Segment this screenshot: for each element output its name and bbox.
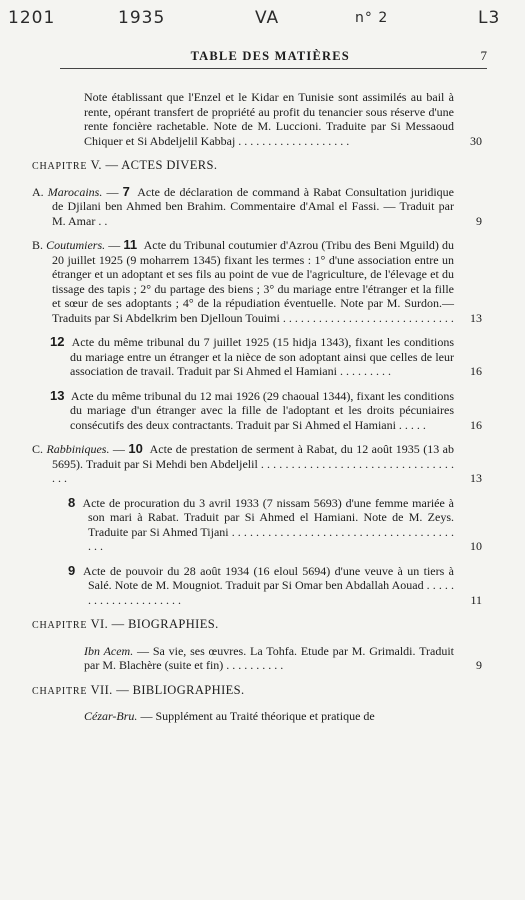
entry-number: 12 <box>50 334 65 349</box>
entry-text: Acte de prestation de serment à Rabat, du 12 août 1935 (13 ab 5695). Traduit par Si Mehdi ben Abdeljelil . . . . . . . . . . . . . . . . . . . . . . . . . . . . . . . . . . . <box>52 442 454 485</box>
entry-number: 10 <box>128 441 143 456</box>
entry-page: 13 <box>470 471 482 485</box>
chapter-title: VII. — BIBLIOGRAPHIES. <box>90 682 245 697</box>
entry-category: Cézar-Bru. <box>84 709 138 723</box>
entry-text: Acte du Tribunal coutumier d'Azrou (Tribu des Beni Mguild) du 20 juillet 1925 (9 moharrem 1345) fixant les termes : 1° d'une association entre un étranger et un adoptant et ses fils au point de vue de l'agriculture, de l'élevage et du tissage des tapis ; 2° du partage des biens ; 3° du mariage entre l'étranger et la fille et sœur de ses adoptants ; 4° de la répudiation éventuelle. Note par M. Surdon.— Traduits par Si Abdelkrim ben Djelloun Touimi . . . . . . . . . . . . . . . . . . . . . . . . . . . . . <box>52 238 455 325</box>
entry-text: Acte de pouvoir du 28 août 1934 (16 eloul 5694) d'une veuve à un tiers à Salé. Note de M. Mougniot. Traduit par Si Omar ben Abdallah Aouad . . . . . . . . . . . . . . . . . . . . . <box>82 563 454 607</box>
toc-entry-note[interactable] <box>84 90 502 148</box>
entry-category: Marocains. <box>47 184 103 199</box>
chapter-title: VI. — BIOGRAPHIES. <box>90 617 219 631</box>
entry-number: 8 <box>68 494 76 510</box>
entry-category: Rabbiniques. <box>46 442 110 456</box>
entry-page: 30 <box>470 133 482 148</box>
entry-page: 9 <box>476 658 482 672</box>
toc-body <box>32 90 502 734</box>
annotation-2: 1935 <box>118 8 166 28</box>
entry-number: 9 <box>68 562 76 578</box>
page-number: 7 <box>480 48 487 63</box>
chapter-heading <box>32 158 502 175</box>
toc-entry-rabbiniques-10[interactable]: C. Rabbiniques. — 10 Acte de prestation de serment à Rabat, du 12 août 1935 (13 ab 5695). Traduit par Si Mehdi ben Abdeljelil . . . . . . . . . . . . . . . . . . . . . . . . . . . . . . . . . . . 13 <box>32 441 482 485</box>
entry-page: 11 <box>470 592 482 607</box>
toc-entry-coutumiers-13[interactable] <box>50 389 502 433</box>
entry-text: — Sa vie, ses œuvres. La Tohfa. Etude par M. Grimaldi. Traduit par M. Blachère (suite et fin) . . . . . . . . . . <box>84 643 454 672</box>
annotation-5: L3 <box>478 8 501 28</box>
entry-number: 7 <box>122 183 130 199</box>
toc-entry-coutumiers-11[interactable]: B. Coutumiers. — 11 Acte du Tribunal coutumier d'Azrou (Tribu des Beni Mguild) du 20 juillet 1925 (9 moharrem 1345) fixant les termes : 1° d'une association entre un étranger et un adoptant et ses fils au point de vue de l'agriculture, de l'élevage et du tissage des tapis ; 2° du partage des biens ; 3° du mariage entre l'étranger et la fille et sœur de ses adoptants ; 4° de la répudiation éventuelle. Note par M. Surdon.— Traduits par Si Abdelkrim ben Djelloun Touimi . . . . . . . . . . . . . . . . . . . . . . . . . . . . . 13 <box>32 237 482 325</box>
section-letter: B. <box>32 238 44 252</box>
toc-entry-rabbiniques-9[interactable] <box>68 564 502 608</box>
chapter-label: CHAPITRE <box>32 620 88 631</box>
entry-page: 13 <box>470 310 482 325</box>
entry-page: 10 <box>470 539 482 553</box>
toc-entry-rabbiniques-8[interactable] <box>68 496 502 554</box>
entry-text: Acte du même tribunal du 12 mai 1926 (29 chaoual 1344), fixant les conditions du mariage d'un étranger avec la fille de l'adoptant et les droits pécuniaires consécutifs des deux contractants. Traduit par Si Ahmed el Hamiani . . . . . <box>70 388 454 432</box>
annotation-3: VA <box>255 8 280 28</box>
entry-page: 16 <box>470 364 482 378</box>
entry-text: Acte du même tribunal du 7 juillet 1925 (15 hidja 1343), fixant les conditions du mariage entre un étranger et la nièce de son adoptant ainsi que celles de leur association de travail. Traduit par Si Ahmed el Hamiani . . . . . . . . . <box>70 335 454 378</box>
entry-text: Acte de déclaration de command à Rabat Consultation juridique de Djilani ben Ahmed ben Brahim. Commentaire d'Amal el Fassi. — Traduit par M. Amar . . <box>52 184 455 228</box>
chapter-heading <box>32 683 502 700</box>
chapter-label: CHAPITRE <box>32 161 88 172</box>
toc-entry-ibn-acem[interactable] <box>84 644 502 673</box>
toc-entry-cezar-bru[interactable] <box>84 709 502 724</box>
chapter-title: V. — ACTES DIVERS. <box>90 158 218 172</box>
section-letter: A. <box>32 184 44 199</box>
chapter-heading <box>32 617 502 634</box>
entry-category: Ibn Acem. <box>84 643 134 658</box>
entry-number: 11 <box>123 237 138 252</box>
entry-text: — Supplément au Traité théorique et pratique de <box>140 709 375 723</box>
page-title: TABLE DES MATIÈRES <box>190 49 350 63</box>
entry-page: 9 <box>476 213 482 228</box>
page-header <box>60 48 487 69</box>
section-letter: C. <box>32 442 44 456</box>
entry-text: Acte de procuration du 3 avril 1933 (7 nissam 5693) d'une femme mariée à son mari à Rabat. Traduit par Si Ahmed el Hamiani. Note de M. Zeys. Traduite par Si Ahmed Tijani . . . . . . . . . . . . . . . . . . . . . . . . . . . . . . . . . . . . . . . . <box>82 495 454 553</box>
toc-entry-marocains[interactable]: A. Marocains. — 7 Acte de déclaration de command à Rabat Consultation juridique de Djilani ben Ahmed ben Brahim. Commentaire d'Amal el Fassi. — Traduit par M. Amar . . 9 <box>32 183 482 228</box>
toc-entry-coutumiers-12[interactable] <box>50 335 502 379</box>
entry-page: 16 <box>470 417 482 432</box>
entry-text: Note établissant que l'Enzel et le Kidar en Tunisie sont assimilés au bail à rente, opérant transfert de propriété au profit du tenancier sous réserve d'une rente foncière rachetable. Note de M. Luccioni. Traduite par Si Messaoud Chiquer et Si Abdeljelil Kabbaj . . . . . . . . . . . . . . . . . . . <box>84 90 454 148</box>
annotation-1: 1201 <box>8 8 56 28</box>
annotation-4: n° 2 <box>355 10 389 26</box>
chapter-label: CHAPITRE <box>32 685 88 697</box>
entry-number: 13 <box>50 387 65 403</box>
entry-category: Coutumiers. <box>46 238 106 252</box>
